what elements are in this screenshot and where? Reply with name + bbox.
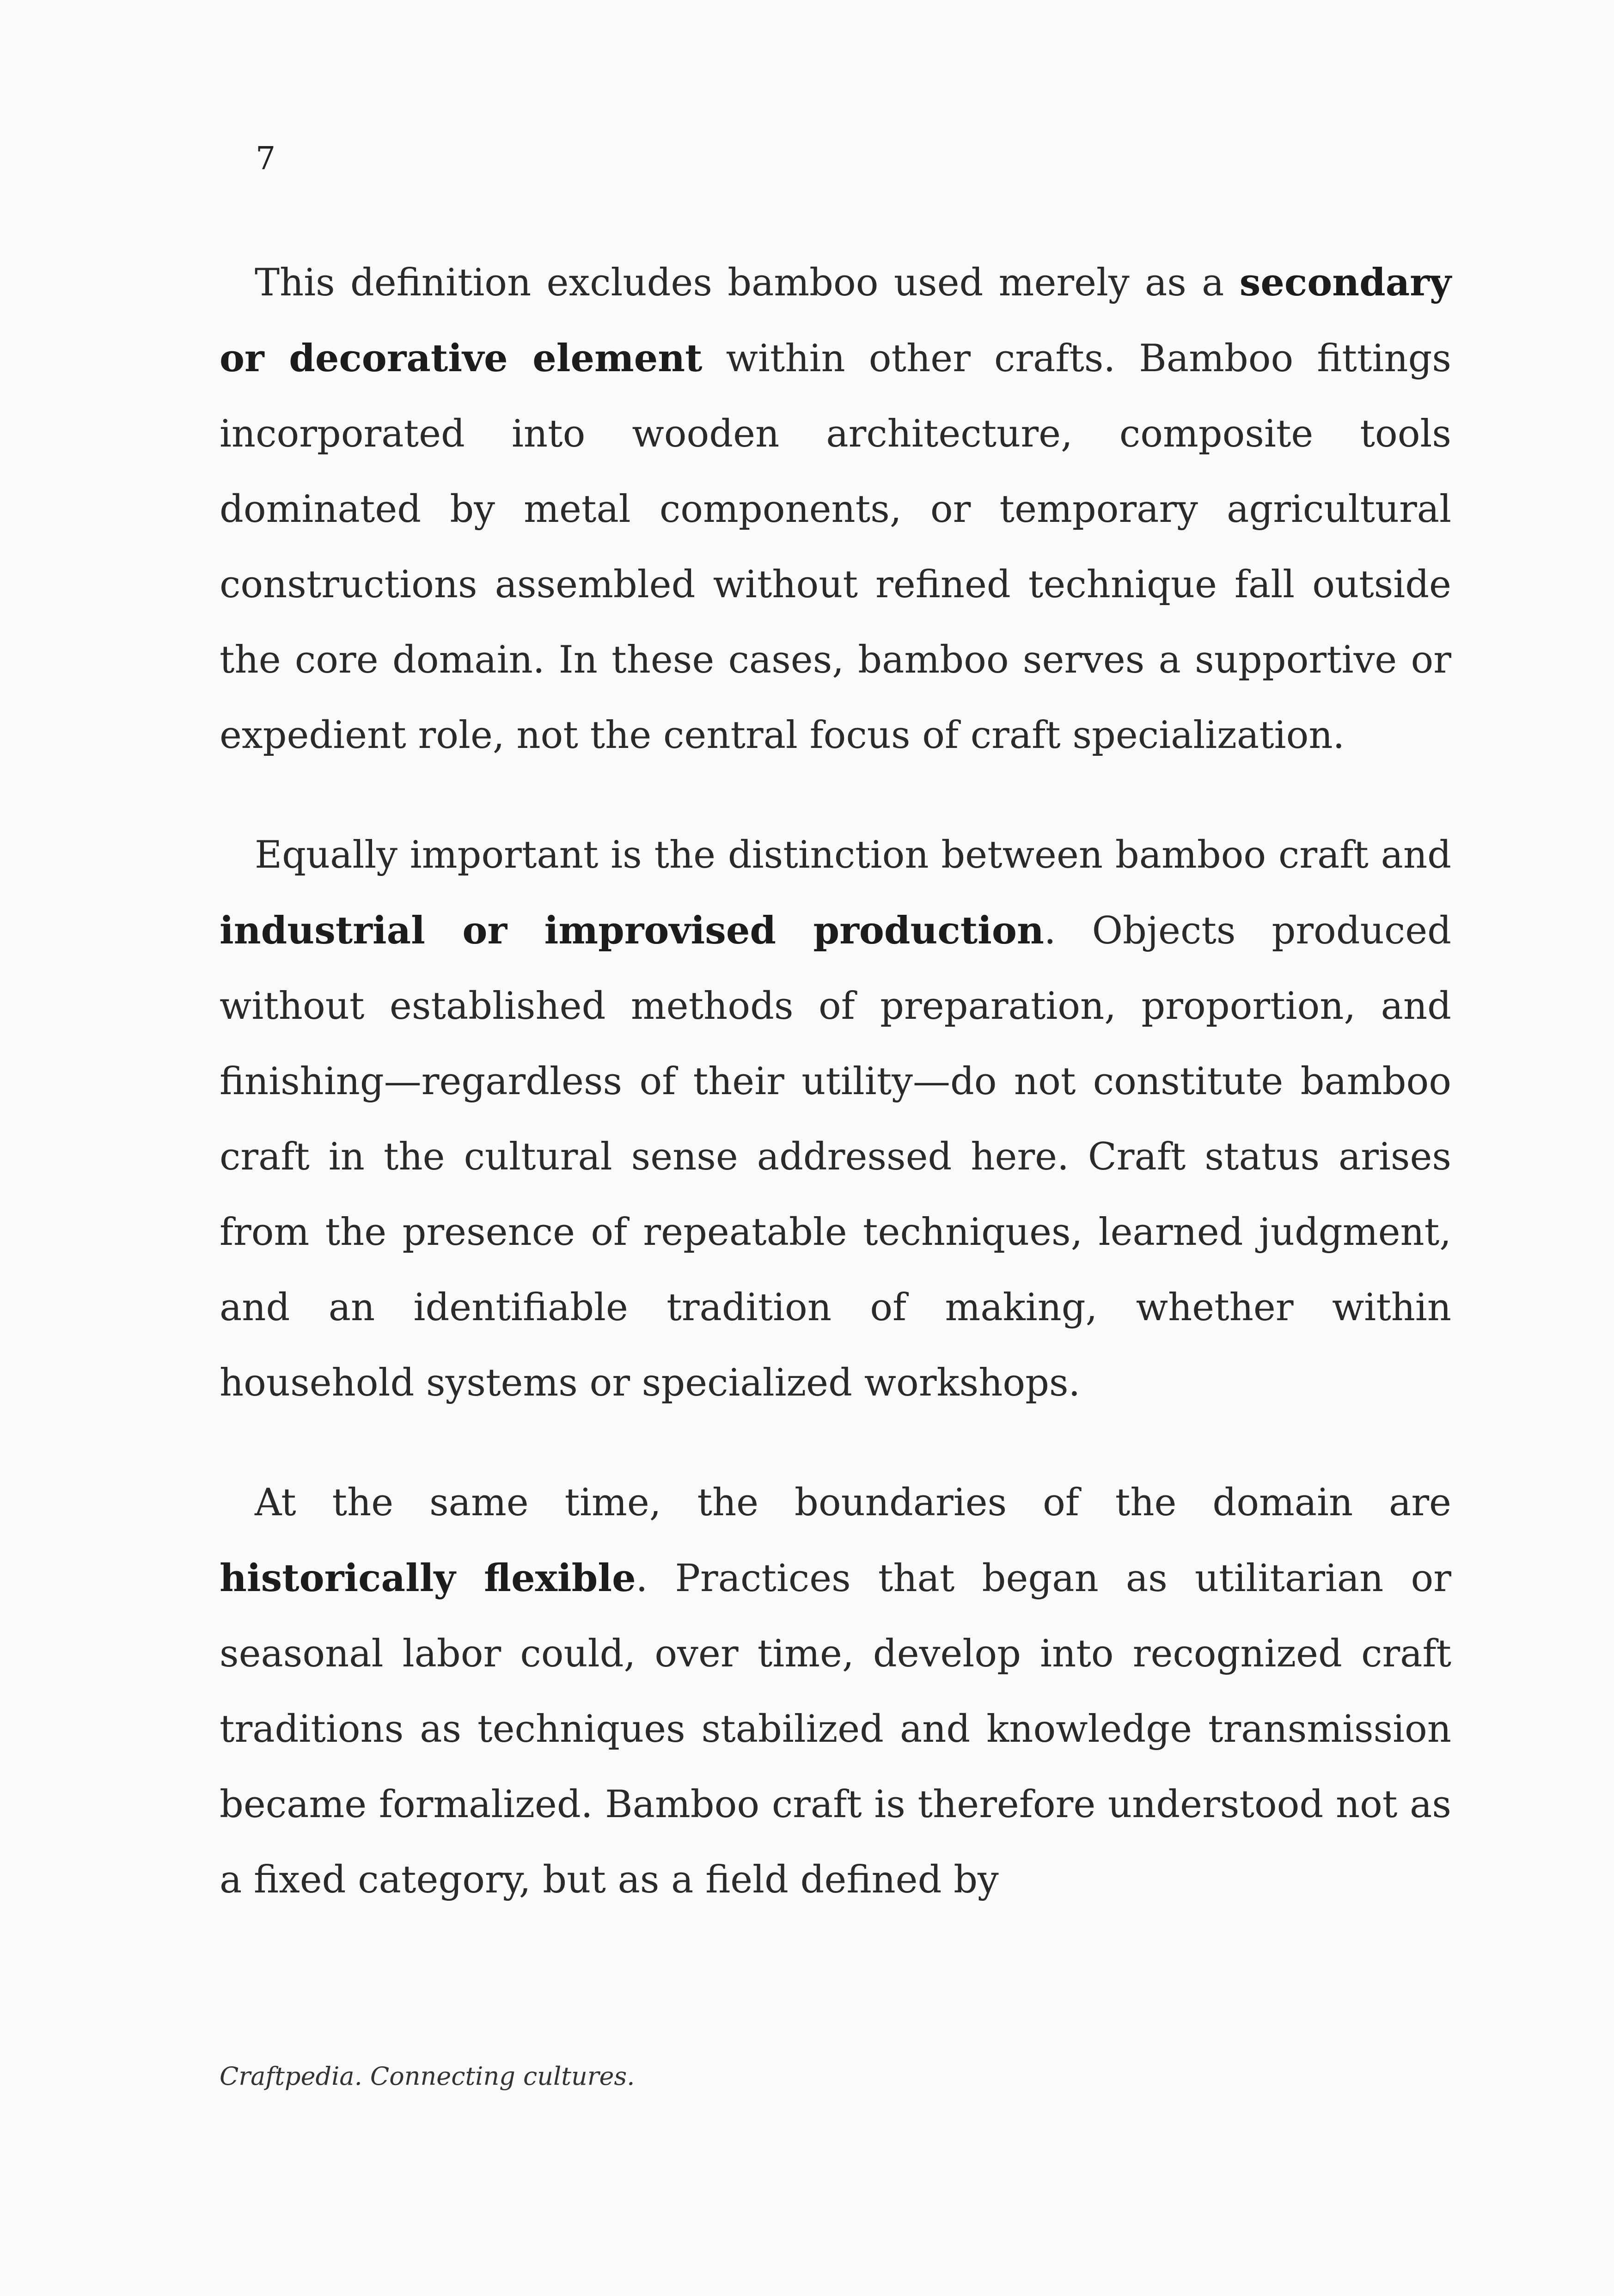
emphasis-term: industrial or improvised production (220, 909, 1044, 953)
paragraph-definition-exclusions (220, 245, 1451, 773)
emphasis-term: historically flexible (220, 1556, 636, 1600)
page-footer: Craftpedia. Connecting cultures. (220, 2062, 635, 2091)
paragraph-industrial-distinction (220, 818, 1451, 1421)
paragraph-historical-flexibility (220, 1465, 1451, 1918)
paragraph-text: This definition excludes bamboo used merely as a (255, 261, 1240, 305)
paragraph-text: . Objects produced without established methods of preparation, proportion, and finishing—regardless of their utility—do not constitute bamboo craft in the cultural sense addressed here. Craft status arises from the presence of repeatable techniques, learned judgment, and an identifiable tradition of making, whether within household systems or specialized workshops. (220, 909, 1451, 1405)
paragraph-text: Equally important is the distinction between bamboo craft and (255, 833, 1451, 877)
paragraph-text: . Practices that began as utilitarian or seasonal labor could, over time, develop into recognized craft traditions as techniques stabilized and knowledge transmission became formalized. Bamboo craft is therefore understood not as a fixed category, but as a field defined by (220, 1557, 1451, 1902)
body-text (220, 245, 1451, 1962)
emphasis-term: secondary or decorative element (220, 261, 1451, 380)
paragraph-text: within other crafts. Bamboo fittings incorporated into wooden architecture, composite tools dominated by metal components, or temporary agricultural constructions assembled without refined technique fall outside the core domain. In these cases, bamboo serves a supportive or expedient role, not the central focus of craft specialization. (220, 337, 1451, 757)
paragraph-text: At the same time, the boundaries of the domain are (255, 1481, 1451, 1525)
page-number: 7 (256, 141, 276, 177)
